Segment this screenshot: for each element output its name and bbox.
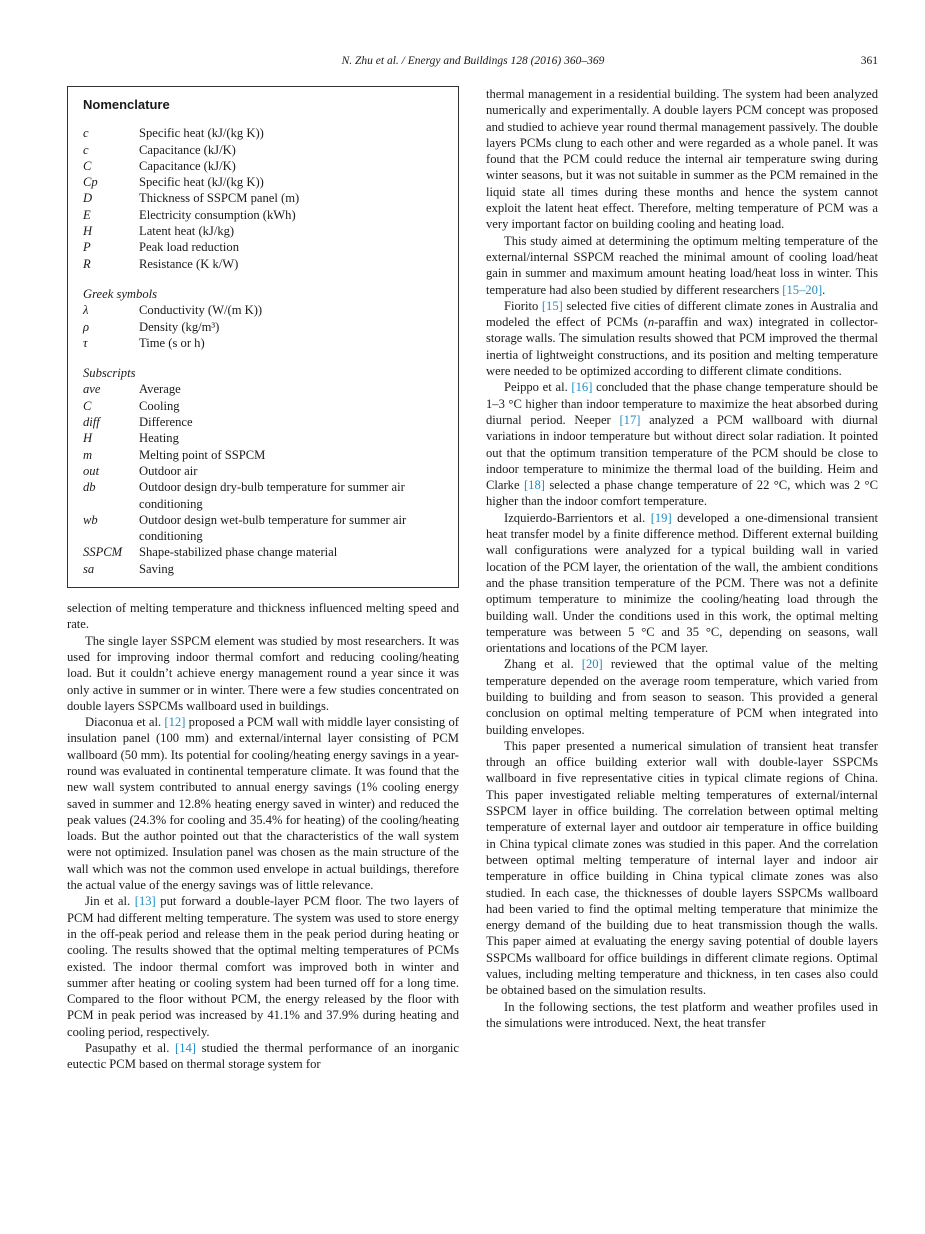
nomenclature-symbol: c: [83, 142, 89, 157]
nomenclature-entry: [83, 125, 443, 141]
paragraph-text: This study aimed at determining the optimum melting temperature of the external/internal SSPCM reached the minimal amount of cooling load/heat gain in summer and maximum amount heating load/heat loss in winter. This temperature had also been studied by different researchers: [486, 233, 878, 297]
nomenclature-symbol: diff: [83, 415, 100, 430]
nomenclature-symbol: SSPCM: [83, 545, 123, 560]
page-number: 361: [860, 55, 878, 67]
left-column: [67, 86, 459, 1073]
nomenclature-entry: [83, 398, 443, 414]
running-title: N. Zhu et al. / Energy and Buildings 128 (2016) 360–369: [341, 55, 605, 67]
citation-link[interactable]: [12]: [164, 715, 186, 730]
greek-symbols-list: [83, 302, 443, 351]
nomenclature-definition: Specific heat (kJ/(kg K)): [139, 175, 264, 190]
nomenclature-symbol: τ: [83, 335, 88, 350]
nomenclature-symbol: sa: [83, 561, 95, 576]
body-paragraph: [486, 298, 878, 379]
nomenclature-title: Nomenclature: [83, 97, 170, 112]
paragraph-text: The single layer SSPCM element was studied by most researchers. It was used for improving indoor thermal comfort and reducing cooling/heating load. But it couldn’t achieve energy management round a year since it was only active in summer or in winter. There were a few studies concentrated on double layers SSPCMs wallboard used in buildings.: [67, 633, 459, 713]
running-header: [68, 55, 878, 71]
paragraph-text: .: [822, 282, 826, 297]
nomenclature-symbol: λ: [83, 303, 89, 318]
nomenclature-symbol: out: [83, 463, 100, 478]
nomenclature-symbol: H: [83, 224, 93, 239]
nomenclature-definition: Thickness of SSPCM panel (m): [139, 191, 300, 206]
nomenclature-definition: Cooling: [139, 398, 180, 413]
body-paragraph: [486, 510, 878, 657]
citation-link[interactable]: [15]: [541, 298, 563, 313]
nomenclature-definition: Outdoor air: [139, 463, 198, 478]
nomenclature-definition: Capacitance (kJ/K): [139, 158, 236, 173]
nomenclature-definition: Average: [139, 382, 181, 397]
nomenclature-definition: Conductivity (W/(m K)): [139, 303, 263, 318]
nomenclature-entry: [83, 174, 443, 190]
right-column: [486, 86, 878, 1031]
nomenclature-entry: [83, 463, 443, 479]
body-paragraph: [67, 633, 459, 714]
citation-link[interactable]: [18]: [523, 478, 545, 493]
nomenclature-entry: [83, 256, 443, 272]
body-paragraph: [67, 714, 459, 893]
nomenclature-definition: Density (kg/m³): [139, 319, 220, 334]
body-paragraph: [67, 600, 459, 633]
paragraph-text: proposed a PCM wall with middle layer consisting of insulation panel (100 mm) and external/internal layer consisting of PCM wallboard (50 mm). Its potential for cooling/heating energy savings in a year-round was evaluated in continental temperature climate. It was found that the new wall system contributed to annual energy savings (1% cooling energy saved in summer and 12.8% heating energy saved in winter) and reduced the peak values (24.3% for cooling and 35.4% for heating) of the cooling/heating loads. But the author pointed out that the characteristics of the wall system were not optimized. Insulation panel was chosen as the main structure of the wall which was not the common used envelope in actual buildings, therefore the actual value of the energy savings was of little relevance.: [67, 715, 459, 893]
nomenclature-entry: [83, 158, 443, 174]
nomenclature-definition: Peak load reduction: [139, 240, 240, 255]
nomenclature-definition: Shape-stabilized phase change material: [139, 545, 338, 560]
right-body-text: [486, 86, 878, 1031]
citation-link[interactable]: [13]: [134, 894, 156, 909]
body-paragraph: [486, 86, 878, 233]
nomenclature-symbol: ρ: [83, 319, 90, 334]
nomenclature-symbol: c: [83, 126, 89, 141]
paragraph-text: Diaconua et al.: [85, 715, 165, 730]
paragraph-text: Peippo et al.: [504, 380, 572, 395]
nomenclature-entry: [83, 447, 443, 463]
citation-link[interactable]: [14]: [175, 1041, 196, 1056]
nomenclature-symbol: C: [83, 158, 92, 173]
body-paragraph: [486, 656, 878, 737]
nomenclature-entry: [83, 335, 443, 351]
body-paragraph: [486, 379, 878, 509]
paragraph-text: Pasupathy et al.: [85, 1041, 175, 1056]
paragraph-text: thermal management in a residential building. The system had been analyzed numerically and experimentally. A double layers PCM concept was proposed and studied to achieve year round thermal management passively. The double layers PCMs clung to each other and were regarded as a whole panel. It was found that the PCM could reduce the internal air temperature swing during winter seasons, but it was not suitable in summer as the PCM remained in the liquid state all times during these months and hence the system cannot exploit the latent heat effect. Therefore, melting temperature of PCM was a very important factor on building cooling and heating load.: [486, 87, 878, 232]
nomenclature-entry: [83, 302, 443, 318]
paragraph-text: n: [647, 315, 655, 330]
citation-link[interactable]: [16]: [571, 380, 593, 395]
left-body-text: [67, 600, 459, 1073]
nomenclature-entry: [83, 544, 443, 560]
body-paragraph: [67, 893, 459, 1040]
nomenclature-definition: Melting point of SSPCM: [139, 447, 266, 462]
nomenclature-main-list: [83, 125, 443, 272]
paragraph-text: Zhang et al.: [504, 657, 582, 672]
nomenclature-entry: [83, 207, 443, 223]
body-paragraph: [486, 999, 878, 1032]
paragraph-text: analyzed a PCM wallboard with diurnal variations in indoor temperature but without direct solar radiation. It pointed out that the optimum transition temperature of the PCM should be close to indoor temperature to minimize the thermal load of the building. Heim and Clarke: [486, 412, 878, 493]
nomenclature-definition: Heating: [139, 431, 179, 446]
nomenclature-entry: [83, 239, 443, 255]
nomenclature-entry: [83, 479, 443, 512]
nomenclature-definition: Resistance (K k/W): [139, 256, 239, 271]
nomenclature-definition: Outdoor design dry-bulb temperature for summer air conditioning: [139, 480, 405, 511]
body-paragraph: [486, 233, 878, 298]
nomenclature-symbol: R: [83, 256, 91, 271]
nomenclature-entry: [83, 223, 443, 239]
nomenclature-symbol: E: [83, 207, 91, 222]
nomenclature-entry: [83, 142, 443, 158]
paragraph-text: Fiorito: [504, 298, 542, 313]
nomenclature-symbol: D: [83, 191, 93, 206]
paragraph-text: developed a one-dimensional transient heat transfer model by a finite difference method. Different external building wall configurations were analyzed for a typical building wall in varied location of the PCM layer, the orientation of the wall, the ambient conditions and the phase transition temperature of the PCM. There was not a definite optimum temperature to minimize the cooling/heating load through the building wall. Under the conditions used in this work, the optimal melting temperature was between 5 °C and 35 °C, depending on seasons, wall orientations and locations of the PCM layer.: [486, 510, 878, 656]
nomenclature-symbol: C: [83, 398, 92, 413]
paragraph-text: This paper presented a numerical simulation of transient heat transfer through an office building exterior wall with double-layer SSPCMs wallboard in five representative cities in typical climate regions of China. This paper investigated reliable melting temperatures of external/internal SSPCM layer in office building. The correlation between optimal melting temperature of external layer and outdoor air temperature in office building in China typical climate zones was studied in this paper. And the correlation between optimal melting temperature of internal layer and indoor air temperature in office building in China typical climate zones was also studied. In each case, the thicknesses of double layers SSPCMs wallboard had been varied to find the optimal melting temperature that minimize the energy demand of the building due to heat transmission though the walls. This paper aimed at evaluating the energy saving potential of double layers SSPCMs wallboard for office buildings in different climate regions. Optimal values, including melting temperature and thickness, in ten cases also could be obtained based on the simulation results.: [486, 738, 878, 998]
citation-link[interactable]: [20]: [581, 657, 603, 672]
citation-link[interactable]: [15–20]: [782, 282, 823, 297]
paragraph-text: selection of melting temperature and thickness influenced melting speed and rate.: [67, 601, 459, 632]
nomenclature-definition: Saving: [139, 561, 174, 576]
nomenclature-symbol: wb: [83, 512, 98, 527]
paragraph-text: concluded that the phase change temperature should be 1–3 °C higher than indoor temperature to maximize the heat absorbed during diurnal period. Neeper: [486, 380, 878, 427]
nomenclature-symbol: P: [83, 240, 91, 255]
citation-link[interactable]: [17]: [619, 412, 641, 427]
nomenclature-symbol: m: [83, 447, 93, 462]
paragraph-text: -paraffin and wax) integrated in collector-storage walls. The simulation results showed that PCM improved the thermal inertia of lightweight constructions, and its position and melting temperature were needed to be optimized according to different climate conditions.: [486, 315, 878, 379]
body-paragraph: [486, 738, 878, 999]
nomenclature-symbol: db: [83, 480, 96, 495]
paragraph-text: Jin et al.: [85, 894, 135, 909]
paragraph-text: reviewed that the optimal value of the melting temperature depended on the average room temperature, which varied from building to building and from season to season. This provided a general conclusion on optimal melting temperature of PCM when integrated into building envelopes.: [486, 657, 878, 737]
nomenclature-symbol: H: [83, 431, 93, 446]
paragraph-text: studied the thermal performance of an inorganic eutectic PCM based on thermal storage system for: [67, 1041, 459, 1072]
nomenclature-definition: Difference: [139, 415, 193, 430]
nomenclature-box: [67, 86, 459, 588]
nomenclature-entry: [83, 512, 443, 545]
paragraph-text: In the following sections, the test platform and weather profiles used in the simulations were introduced. Next, the heat transfer: [486, 999, 878, 1030]
nomenclature-definition: Latent heat (kJ/kg): [139, 224, 235, 239]
nomenclature-entry: [83, 319, 443, 335]
nomenclature-definition: Electricity consumption (kWh): [139, 207, 296, 222]
nomenclature-entry: [83, 381, 443, 397]
nomenclature-symbol: ave: [83, 382, 101, 397]
paragraph-text: selected five cities of different climate zones in Australia and modeled the effect of PCMs (: [486, 298, 878, 330]
nomenclature-definition: Time (s or h): [139, 335, 205, 350]
paragraph-text: put forward a double-layer PCM floor. The two layers of PCM had different melting temperature. The system was used to store energy in the off-peak period and release them in the peak period during heating or cooling. The results showed that the optimal melting temperatures of PCMs existed. The indoor thermal comfort was improved both in winter and summer after heating or cooling system had been turned off for a long time. Compared to the floor without PCM, the energy released by the floor with PCM in peak period was increased by 41.1% and 37.9% during heating and cooling period, respectively.: [67, 894, 459, 1039]
nomenclature-symbol: Cp: [83, 175, 98, 190]
nomenclature-definition: Capacitance (kJ/K): [139, 142, 236, 157]
subscripts-list: [83, 381, 443, 577]
nomenclature-entry: [83, 430, 443, 446]
subscripts-title: Subscripts: [83, 366, 136, 381]
paragraph-text: Izquierdo-Barrientors et al.: [504, 510, 651, 525]
body-paragraph: [67, 1040, 459, 1073]
nomenclature-entry: [83, 190, 443, 206]
nomenclature-entry: [83, 561, 443, 577]
nomenclature-definition: Outdoor design wet-bulb temperature for summer air conditioning: [139, 512, 407, 544]
paragraph-text: selected a phase change temperature of 22 °C, which was 2 °C higher than the indoor comfort temperature.: [486, 478, 878, 509]
greek-symbols-title: Greek symbols: [83, 286, 158, 301]
citation-link[interactable]: [19]: [650, 510, 672, 525]
nomenclature-definition: Specific heat (kJ/(kg K)): [139, 126, 264, 141]
nomenclature-entry: [83, 414, 443, 430]
